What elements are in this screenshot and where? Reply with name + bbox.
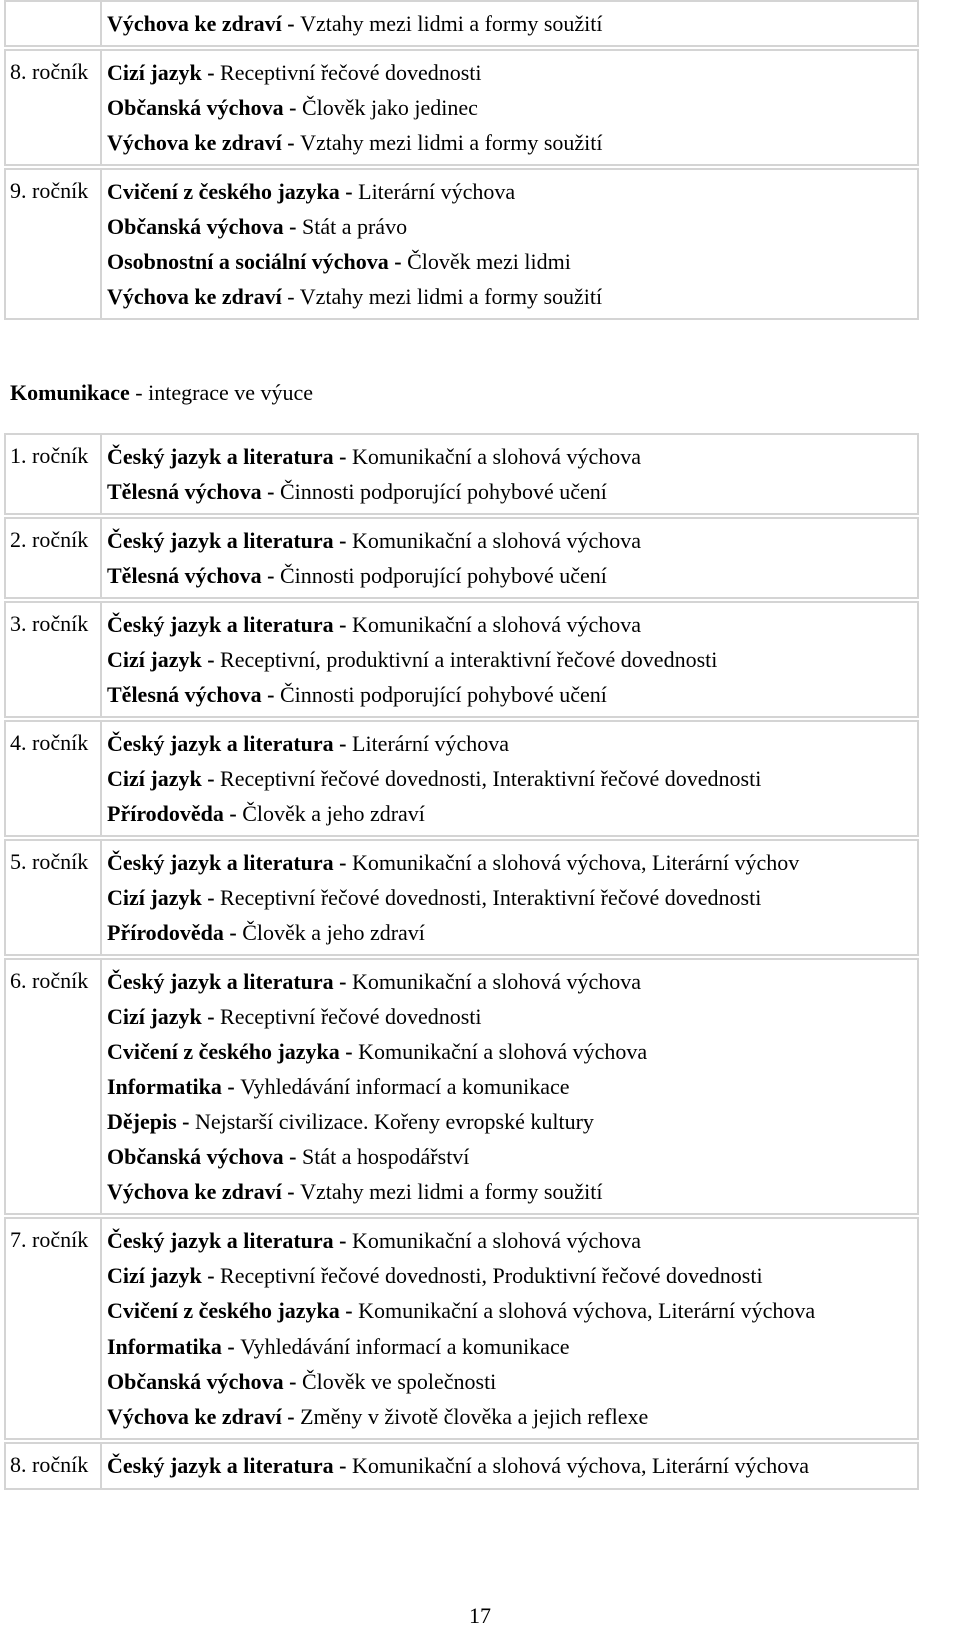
grade-label: 8. ročník — [6, 51, 102, 164]
subject-topic: Receptivní řečové dovednosti, Interaktivní řečové dovednosti — [220, 766, 762, 791]
subject-topic: Komunikační a slohová výchova — [352, 969, 642, 994]
subject-topic: Komunikační a slohová výchova — [352, 444, 642, 469]
subject-topic: Komunikační a slohová výchova, Literární výchov — [352, 850, 800, 875]
subject-line — [107, 6, 913, 41]
subject-topic: Vyhledávání informací a komunikace — [240, 1334, 570, 1359]
section-heading-title: Komunikace — [10, 380, 130, 405]
subject-topic: Člověk a jeho zdraví — [242, 920, 425, 945]
subject-name: Přírodověda - — [107, 801, 243, 826]
grade-label: 1. ročník — [6, 435, 102, 513]
subject-line — [107, 523, 913, 558]
subject-topic: Komunikační a slohová výchova — [352, 1228, 642, 1253]
subject-list — [102, 2, 917, 45]
subject-line — [107, 1174, 913, 1209]
subject-name: Tělesná výchova - — [107, 682, 280, 707]
grade-row — [4, 49, 919, 166]
subject-line — [107, 244, 913, 279]
subject-topic: Komunikační a slohová výchova — [352, 528, 642, 553]
subject-name: Český jazyk a literatura - — [107, 444, 353, 469]
subject-list — [102, 435, 917, 513]
subject-line — [107, 1451, 913, 1481]
subject-list — [102, 170, 917, 318]
subject-list — [102, 603, 917, 716]
subject-name: Občanská výchova - — [107, 214, 302, 239]
subject-topic: Literární výchova — [358, 179, 516, 204]
subject-topic: Stát a hospodářství — [301, 1144, 470, 1169]
grade-row — [4, 839, 919, 956]
subject-name: Tělesná výchova - — [107, 479, 280, 504]
subject-line — [107, 174, 913, 209]
subject-line — [107, 1399, 913, 1434]
subject-list — [102, 722, 917, 835]
subject-line — [107, 558, 913, 593]
subject-topic: Vztahy mezi lidmi a formy soužití — [300, 1179, 603, 1204]
subject-line — [107, 915, 913, 950]
grade-label: 8. ročník — [6, 1444, 102, 1488]
subject-name: Výchova ke zdraví - — [107, 1404, 301, 1429]
integration-table-communication — [4, 433, 919, 1492]
subject-line — [107, 474, 913, 509]
grade-label: 3. ročník — [6, 603, 102, 716]
subject-line — [107, 677, 913, 712]
subject-name: Přírodověda - — [107, 920, 243, 945]
grade-label: 5. ročník — [6, 841, 102, 954]
subject-line — [107, 999, 913, 1034]
grade-row — [4, 168, 919, 320]
subject-topic: Komunikační a slohová výchova, Literární výchova — [352, 1453, 809, 1478]
subject-topic: Vyhledávání informací a komunikace — [240, 1074, 570, 1099]
subject-topic: Komunikační a slohová výchova, Literární výchova — [358, 1298, 816, 1323]
section-heading-subtitle: - integrace ve výuce — [129, 380, 314, 405]
subject-line — [107, 607, 913, 642]
subject-name: Výchova ke zdraví - — [107, 1179, 301, 1204]
subject-name: Cizí jazyk - — [107, 1263, 221, 1288]
subject-name: Cvičení z českého jazyka - — [107, 179, 359, 204]
subject-line — [107, 279, 913, 314]
subject-line — [107, 642, 913, 677]
subject-topic: Činnosti podporující pohybové učení — [279, 479, 607, 504]
subject-line — [107, 1364, 913, 1399]
grade-label — [6, 2, 102, 45]
subject-name: Občanská výchova - — [107, 1144, 302, 1169]
subject-line — [107, 845, 913, 880]
subject-topic: - Vztahy mezi lidmi a formy soužití — [281, 284, 603, 309]
subject-topic: Receptivní řečové dovednosti — [220, 1004, 482, 1029]
subject-list — [102, 960, 917, 1213]
subject-name: Český jazyk a literatura - — [107, 528, 353, 553]
subject-topic: Literární výchova — [352, 731, 510, 756]
subject-name: Cizí jazyk - — [107, 766, 221, 791]
subject-line — [107, 1104, 913, 1139]
subject-topic: Receptivní, produktivní a interaktivní řečové dovednosti — [220, 647, 718, 672]
subject-name: Cvičení z českého jazyka - — [107, 1039, 359, 1064]
grade-row — [4, 720, 919, 837]
grade-row — [4, 601, 919, 718]
subject-name: Cizí jazyk - — [107, 647, 221, 672]
subject-name: Český jazyk a literatura - — [107, 612, 353, 637]
grade-label: 7. ročník — [6, 1219, 102, 1438]
subject-line — [107, 1329, 913, 1364]
subject-line — [107, 880, 913, 915]
subject-topic: Člověk a jeho zdraví — [242, 801, 425, 826]
subject-line — [107, 796, 913, 831]
subject-name: Občanská výchova - — [107, 1369, 302, 1394]
grade-label: 2. ročník — [6, 519, 102, 597]
subject-topic: Stát a právo — [301, 214, 408, 239]
subject-name: Tělesná výchova - — [107, 563, 280, 588]
subject-line — [107, 439, 913, 474]
subject-topic: Receptivní řečové dovednosti, Interaktivní řečové dovednosti — [220, 885, 762, 910]
subject-name: Český jazyk a literatura - — [107, 1453, 353, 1478]
subject-topic: Vztahy mezi lidmi a formy soužití — [300, 130, 603, 155]
subject-topic: Činnosti podporující pohybové učení — [279, 682, 607, 707]
subject-list — [102, 519, 917, 597]
subject-name: Informatika - — [107, 1074, 241, 1099]
subject-name: Český jazyk a literatura - — [107, 731, 353, 756]
subject-name: Osobnostní a sociální výchova - — [107, 249, 408, 274]
grade-label: 4. ročník — [6, 722, 102, 835]
integration-table-top — [4, 0, 919, 322]
subject-name: Výchova ke zdraví - — [107, 130, 301, 155]
subject-topic: Člověk ve společnosti — [301, 1369, 497, 1394]
grade-row — [4, 1217, 919, 1440]
subject-name: Cizí jazyk - — [107, 60, 221, 85]
subject-line — [107, 1258, 913, 1293]
grade-label: 9. ročník — [6, 170, 102, 318]
subject-topic: Člověk mezi lidmi — [407, 249, 571, 274]
subject-list — [102, 51, 917, 164]
subject-topic: Nejstarší civilizace. Kořeny evropské kultury — [194, 1109, 594, 1134]
subject-topic: Činnosti podporující pohybové učení — [279, 563, 607, 588]
subject-list — [102, 1219, 917, 1438]
subject-name: Cizí jazyk - — [107, 1004, 221, 1029]
subject-list — [102, 1444, 917, 1488]
subject-name: Český jazyk a literatura - — [107, 969, 353, 994]
subject-name: Český jazyk a literatura - — [107, 1228, 353, 1253]
subject-line — [107, 90, 913, 125]
subject-name: Informatika - — [107, 1334, 241, 1359]
subject-name: Cizí jazyk - — [107, 885, 221, 910]
subject-line — [107, 125, 913, 160]
subject-name: Občanská výchova - — [107, 95, 302, 120]
subject-topic: Komunikační a slohová výchova — [352, 612, 642, 637]
page-number: 17 — [469, 1603, 491, 1628]
subject-name: Cvičení z českého jazyka - — [107, 1298, 359, 1323]
subject-line — [107, 55, 913, 90]
subject-line — [107, 209, 913, 244]
grade-row — [4, 958, 919, 1215]
subject-line — [107, 1069, 913, 1104]
subject-topic: Komunikační a slohová výchova — [358, 1039, 648, 1064]
subject-line — [107, 1223, 913, 1258]
subject-topic: Vztahy mezi lidmi a formy soužití — [300, 11, 603, 36]
subject-topic: Receptivní řečové dovednosti, Produktivní řečové dovednosti — [220, 1263, 763, 1288]
subject-line — [107, 1034, 913, 1069]
grade-row — [4, 433, 919, 515]
subject-list — [102, 841, 917, 954]
subject-name: Dějepis - — [107, 1109, 195, 1134]
subject-name: Český jazyk a literatura - — [107, 850, 353, 875]
subject-topic: Změny v životě člověka a jejich reflexe — [300, 1404, 649, 1429]
subject-line — [107, 964, 913, 999]
subject-line — [107, 726, 913, 761]
grade-label: 6. ročník — [6, 960, 102, 1213]
section-heading — [10, 378, 313, 408]
subject-line — [107, 761, 913, 796]
subject-line — [107, 1296, 913, 1326]
subject-topic: Receptivní řečové dovednosti — [220, 60, 482, 85]
subject-name: Výchova ke zdraví - — [107, 11, 301, 36]
grade-row — [4, 0, 919, 47]
subject-name: Výchova ke zdraví — [107, 284, 282, 309]
subject-line — [107, 1139, 913, 1174]
grade-row — [4, 517, 919, 599]
subject-topic: Člověk jako jedinec — [301, 95, 478, 120]
grade-row — [4, 1442, 919, 1490]
